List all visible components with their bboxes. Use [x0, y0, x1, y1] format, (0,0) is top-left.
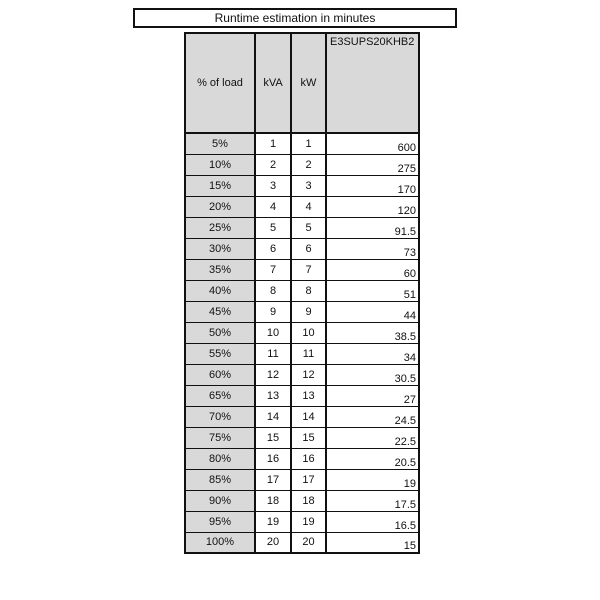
table-row: [185, 469, 419, 490]
kva-cell: 13: [255, 385, 291, 406]
kw-cell: 20: [291, 532, 326, 553]
model-column-header: E3SUPS20KHB2: [326, 33, 419, 133]
table-row: [185, 511, 419, 532]
kw-cell: 11: [291, 343, 326, 364]
kw-cell: 1: [291, 133, 326, 154]
table-row: [185, 280, 419, 301]
runtime-minutes-cell: 38.5: [326, 322, 419, 343]
runtime-minutes-cell: 44: [326, 301, 419, 322]
load-cell: 30%: [185, 238, 255, 259]
table-row: [185, 133, 419, 154]
table-row: [185, 301, 419, 322]
runtime-minutes-cell: 51: [326, 280, 419, 301]
runtime-minutes-cell: 19: [326, 469, 419, 490]
kw-cell: 7: [291, 259, 326, 280]
runtime-minutes-cell: 170: [326, 175, 419, 196]
load-cell: 45%: [185, 301, 255, 322]
table-row: [185, 196, 419, 217]
kw-cell: 9: [291, 301, 326, 322]
table-title: Runtime estimation in minutes: [133, 8, 457, 28]
runtime-minutes-cell: 16.5: [326, 511, 419, 532]
runtime-minutes-cell: 60: [326, 259, 419, 280]
runtime-table: [184, 32, 420, 554]
kva-column-header: kVA: [255, 33, 291, 133]
load-column-header: % of load: [185, 33, 255, 133]
runtime-minutes-cell: 17.5: [326, 490, 419, 511]
table-body: [185, 133, 419, 553]
kva-cell: 11: [255, 343, 291, 364]
runtime-minutes-cell: 24.5: [326, 406, 419, 427]
kw-cell: 3: [291, 175, 326, 196]
runtime-minutes-cell: 600: [326, 133, 419, 154]
load-cell: 95%: [185, 511, 255, 532]
kva-cell: 16: [255, 448, 291, 469]
table-row: [185, 385, 419, 406]
table-row: [185, 406, 419, 427]
kw-cell: 19: [291, 511, 326, 532]
kw-column-header: kW: [291, 33, 326, 133]
runtime-minutes-cell: 73: [326, 238, 419, 259]
table-row: [185, 343, 419, 364]
runtime-minutes-cell: 27: [326, 385, 419, 406]
load-cell: 100%: [185, 532, 255, 553]
kw-cell: 12: [291, 364, 326, 385]
table-row: [185, 322, 419, 343]
runtime-minutes-cell: 22.5: [326, 427, 419, 448]
load-cell: 55%: [185, 343, 255, 364]
kva-cell: 14: [255, 406, 291, 427]
load-cell: 90%: [185, 490, 255, 511]
load-cell: 75%: [185, 427, 255, 448]
load-cell: 65%: [185, 385, 255, 406]
table-row: [185, 259, 419, 280]
kva-cell: 15: [255, 427, 291, 448]
kva-cell: 2: [255, 154, 291, 175]
kw-cell: 6: [291, 238, 326, 259]
kw-cell: 2: [291, 154, 326, 175]
kva-cell: 12: [255, 364, 291, 385]
kw-cell: 5: [291, 217, 326, 238]
load-cell: 70%: [185, 406, 255, 427]
kw-cell: 13: [291, 385, 326, 406]
table-row: [185, 175, 419, 196]
kw-cell: 8: [291, 280, 326, 301]
table-row: [185, 238, 419, 259]
load-cell: 35%: [185, 259, 255, 280]
kva-cell: 7: [255, 259, 291, 280]
header-row: [185, 33, 419, 133]
runtime-minutes-cell: 120: [326, 196, 419, 217]
kva-cell: 9: [255, 301, 291, 322]
kva-cell: 19: [255, 511, 291, 532]
runtime-minutes-cell: 30.5: [326, 364, 419, 385]
kva-cell: 5: [255, 217, 291, 238]
kva-cell: 3: [255, 175, 291, 196]
kva-cell: 8: [255, 280, 291, 301]
kw-cell: 10: [291, 322, 326, 343]
kva-cell: 6: [255, 238, 291, 259]
kva-cell: 20: [255, 532, 291, 553]
kva-cell: 1: [255, 133, 291, 154]
kw-cell: 17: [291, 469, 326, 490]
table-row: [185, 217, 419, 238]
kw-cell: 14: [291, 406, 326, 427]
kva-cell: 18: [255, 490, 291, 511]
load-cell: 85%: [185, 469, 255, 490]
load-cell: 80%: [185, 448, 255, 469]
load-cell: 5%: [185, 133, 255, 154]
load-cell: 60%: [185, 364, 255, 385]
load-cell: 40%: [185, 280, 255, 301]
load-cell: 25%: [185, 217, 255, 238]
kw-cell: 4: [291, 196, 326, 217]
kva-cell: 17: [255, 469, 291, 490]
load-cell: 20%: [185, 196, 255, 217]
runtime-minutes-cell: 91.5: [326, 217, 419, 238]
kw-cell: 16: [291, 448, 326, 469]
kw-cell: 15: [291, 427, 326, 448]
kw-cell: 18: [291, 490, 326, 511]
table-row: [185, 364, 419, 385]
runtime-minutes-cell: 15: [326, 532, 419, 553]
kva-cell: 10: [255, 322, 291, 343]
table-row: [185, 427, 419, 448]
table-row: [185, 448, 419, 469]
runtime-minutes-cell: 20.5: [326, 448, 419, 469]
kva-cell: 4: [255, 196, 291, 217]
runtime-minutes-cell: 34: [326, 343, 419, 364]
load-cell: 10%: [185, 154, 255, 175]
table-row: [185, 490, 419, 511]
load-cell: 15%: [185, 175, 255, 196]
table-row: [185, 532, 419, 553]
load-cell: 50%: [185, 322, 255, 343]
runtime-minutes-cell: 275: [326, 154, 419, 175]
table-row: [185, 154, 419, 175]
